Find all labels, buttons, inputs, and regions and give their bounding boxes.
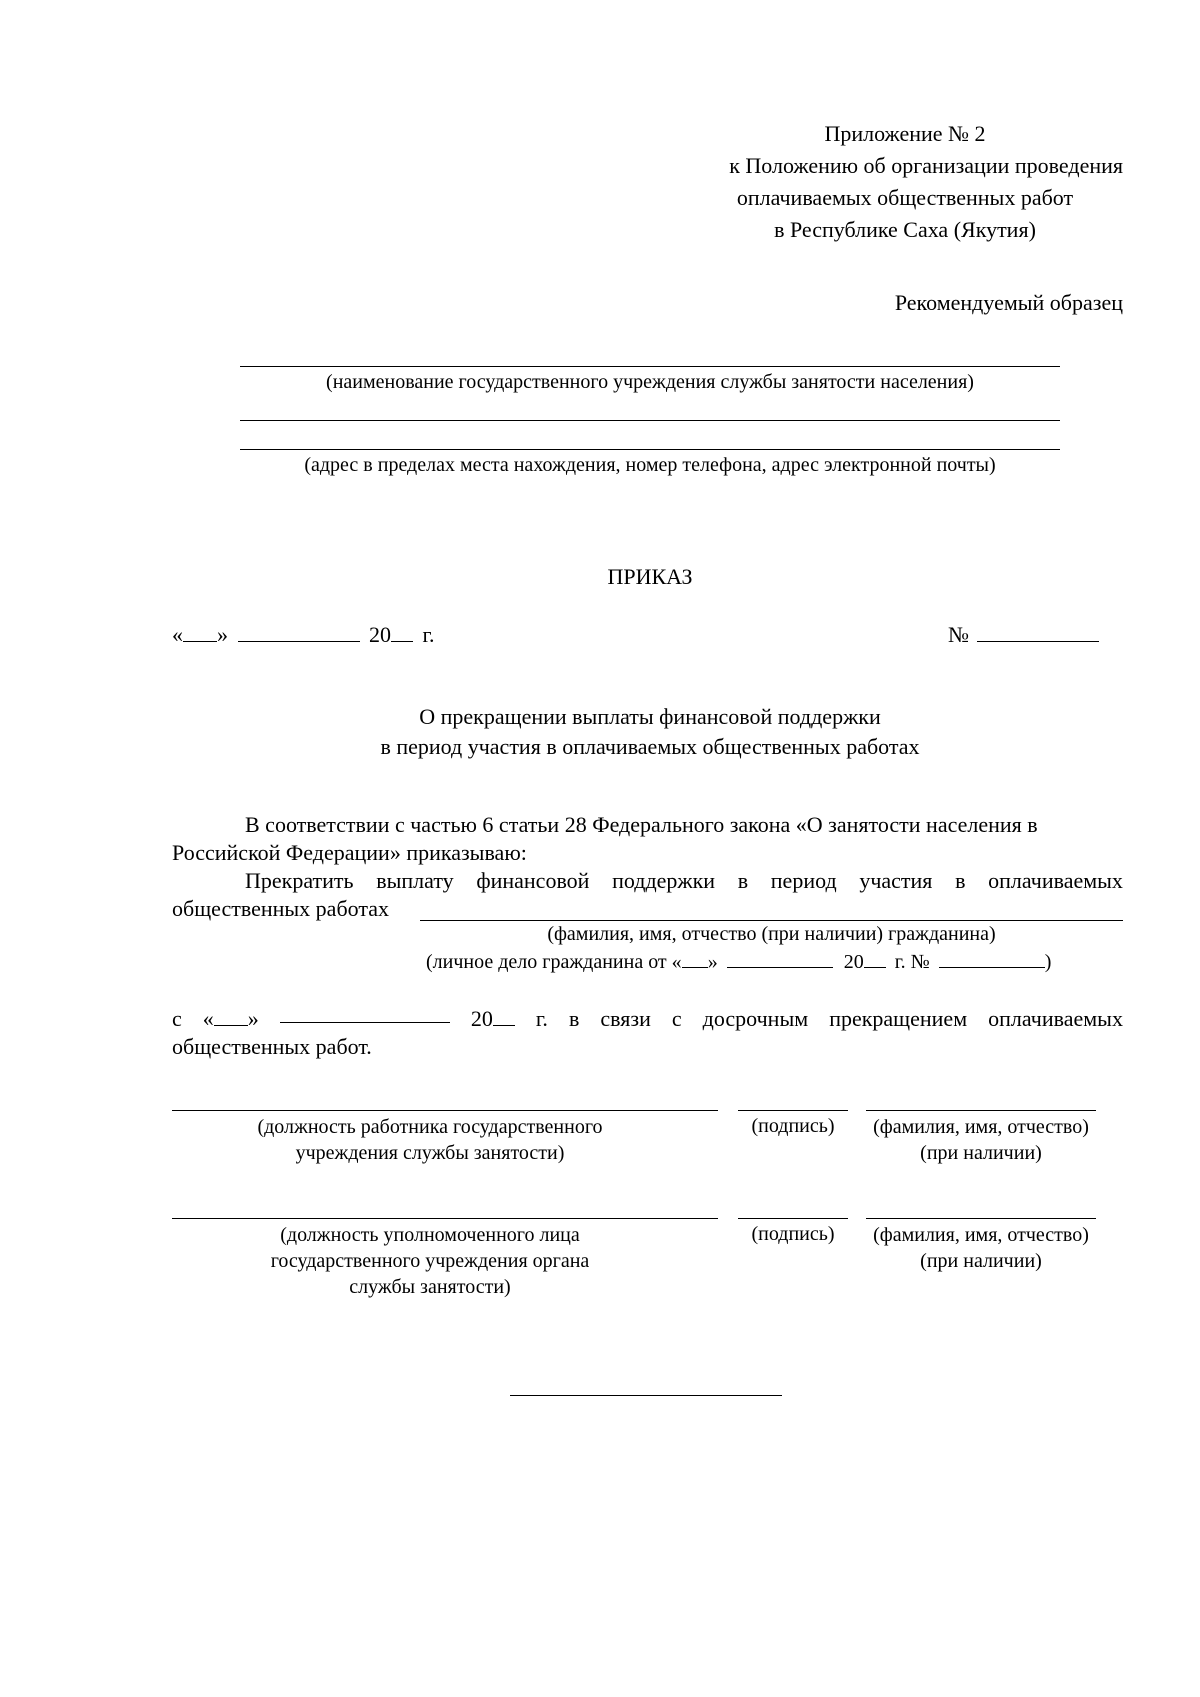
para2-word: участия bbox=[859, 868, 933, 893]
order-subject bbox=[0, 702, 1200, 762]
date-month-blank[interactable] bbox=[238, 625, 360, 642]
from-quote-close: » bbox=[247, 1006, 259, 1031]
from-date-day bbox=[203, 1006, 259, 1032]
from-rest-word: прекращением bbox=[829, 1006, 968, 1031]
institution-address-caption: (адрес в пределах места нахождения, номер телефона, адрес электронной почты) bbox=[304, 454, 996, 476]
from-year-blank[interactable] bbox=[493, 1009, 515, 1026]
appendix-line3: оплачиваемых общественных работ bbox=[736, 185, 1074, 210]
order-number-blank[interactable] bbox=[977, 625, 1099, 642]
case-suffix: г. № bbox=[894, 951, 930, 973]
sig2-position-line[interactable] bbox=[172, 1218, 718, 1219]
termination-date-line bbox=[172, 1006, 1123, 1032]
from-rest-word: г. bbox=[535, 1006, 548, 1031]
case-close: ) bbox=[1044, 951, 1052, 973]
case-day-blank[interactable] bbox=[682, 951, 708, 968]
para1-line1: В соответствии с частью 6 статьи 28 Федерального закона «О занятости населения в bbox=[245, 812, 1038, 837]
from-month-blank[interactable] bbox=[280, 1006, 450, 1023]
sig2-position-line1: (должность уполномоченного лица bbox=[280, 1224, 580, 1246]
institution-extra-line bbox=[240, 420, 1060, 421]
para2-word: выплату bbox=[376, 868, 454, 893]
sig1-position-caption bbox=[220, 1114, 640, 1166]
closing-separator-line bbox=[510, 1395, 782, 1396]
sig2-name-line1: (фамилия, имя, отчество) bbox=[873, 1224, 1089, 1246]
case-prefix: (личное дело гражданина от « bbox=[426, 951, 682, 973]
date-suffix: г. bbox=[422, 622, 435, 647]
order-date bbox=[172, 622, 435, 648]
from-rest-word: оплачиваемых bbox=[988, 1006, 1123, 1031]
date-year-prefix: 20 bbox=[369, 622, 391, 647]
para2-line2: общественных работах bbox=[172, 896, 389, 921]
date-close-quote: » bbox=[217, 622, 228, 647]
sig1-name-line[interactable] bbox=[866, 1110, 1096, 1111]
para1-line2: Российской Федерации» приказываю: bbox=[172, 840, 527, 865]
from-rest-word: с bbox=[671, 1006, 682, 1031]
case-year-prefix: 20 bbox=[843, 951, 864, 973]
para2-word: поддержки bbox=[612, 868, 716, 893]
from-rest-word: в bbox=[568, 1006, 580, 1031]
sig2-signature-caption: (подпись) bbox=[751, 1223, 835, 1245]
number-sign: № bbox=[948, 622, 969, 647]
para2-word: финансовой bbox=[476, 868, 590, 893]
case-mid: » bbox=[707, 951, 718, 973]
date-day-blank[interactable] bbox=[183, 625, 217, 642]
citizen-name-line[interactable] bbox=[420, 920, 1123, 921]
date-open-quote: « bbox=[172, 622, 183, 647]
citizen-name-caption: (фамилия, имя, отчество (при наличии) гражданина) bbox=[547, 923, 996, 945]
sig1-position-line1: (должность работника государственного bbox=[257, 1116, 603, 1138]
sig2-position-line3: службы занятости) bbox=[349, 1276, 511, 1298]
para2-word: в bbox=[955, 868, 966, 893]
sig1-name-caption bbox=[856, 1114, 1106, 1166]
recommended-sample-label: Рекомендуемый образец bbox=[894, 290, 1123, 315]
sig1-position-line[interactable] bbox=[172, 1110, 718, 1111]
case-month-blank[interactable] bbox=[727, 951, 833, 968]
sig1-name-line2: (при наличии) bbox=[920, 1142, 1042, 1164]
sig1-signature-line[interactable] bbox=[738, 1110, 848, 1111]
date-year-blank[interactable] bbox=[391, 625, 413, 642]
order-title: ПРИКАЗ bbox=[607, 564, 693, 589]
para2-word: в bbox=[737, 868, 749, 893]
para2-word: Прекратить bbox=[245, 868, 354, 893]
sig2-name-caption bbox=[856, 1222, 1106, 1274]
from-year-prefix: 20 bbox=[470, 1006, 493, 1031]
appendix-line3-wrap bbox=[690, 182, 1120, 214]
sig2-name-line2: (при наличии) bbox=[920, 1250, 1042, 1272]
appendix-line2: к Положению об организации проведения bbox=[729, 153, 1123, 178]
from-word: с bbox=[172, 1006, 182, 1031]
sig1-position-line2: учреждения службы занятости) bbox=[295, 1142, 565, 1164]
case-number-blank[interactable] bbox=[939, 951, 1045, 968]
para2-word: оплачиваемых bbox=[988, 868, 1123, 893]
from-date-year bbox=[471, 1006, 515, 1032]
sig1-name-line1: (фамилия, имя, отчество) bbox=[873, 1116, 1089, 1138]
para2-word: период bbox=[770, 868, 837, 893]
from-rest-word: досрочным bbox=[702, 1006, 809, 1031]
termination-line2: общественных работ. bbox=[172, 1034, 372, 1059]
appendix-reference bbox=[560, 150, 1123, 182]
institution-address-line bbox=[240, 449, 1060, 450]
institution-name-caption: (наименование государственного учреждения службы занятости населения) bbox=[326, 371, 974, 393]
appendix-line4-wrap bbox=[690, 214, 1120, 246]
from-day-blank[interactable] bbox=[214, 1009, 248, 1026]
sig2-signature-line[interactable] bbox=[738, 1218, 848, 1219]
subject-line2: в период участия в оплачиваемых общественных работах bbox=[380, 734, 920, 759]
personal-case-line bbox=[426, 950, 1051, 974]
from-quote-open: « bbox=[202, 1006, 214, 1031]
appendix-header bbox=[720, 118, 1090, 150]
order-number bbox=[948, 622, 1099, 648]
institution-name-line bbox=[240, 366, 1060, 367]
sig2-position-caption bbox=[220, 1222, 640, 1300]
sig2-position-line2: государственного учреждения органа bbox=[270, 1250, 590, 1272]
sig2-name-line[interactable] bbox=[866, 1218, 1096, 1219]
from-rest-word: связи bbox=[600, 1006, 651, 1031]
appendix-number: Приложение № 2 bbox=[824, 121, 986, 146]
case-year-blank[interactable] bbox=[864, 951, 886, 968]
para2-line1 bbox=[245, 868, 1123, 894]
sig1-signature-caption: (подпись) bbox=[751, 1115, 835, 1137]
subject-line1: О прекращении выплаты финансовой поддержки bbox=[419, 704, 881, 729]
appendix-line4: в Республике Саха (Якутия) bbox=[774, 217, 1036, 242]
